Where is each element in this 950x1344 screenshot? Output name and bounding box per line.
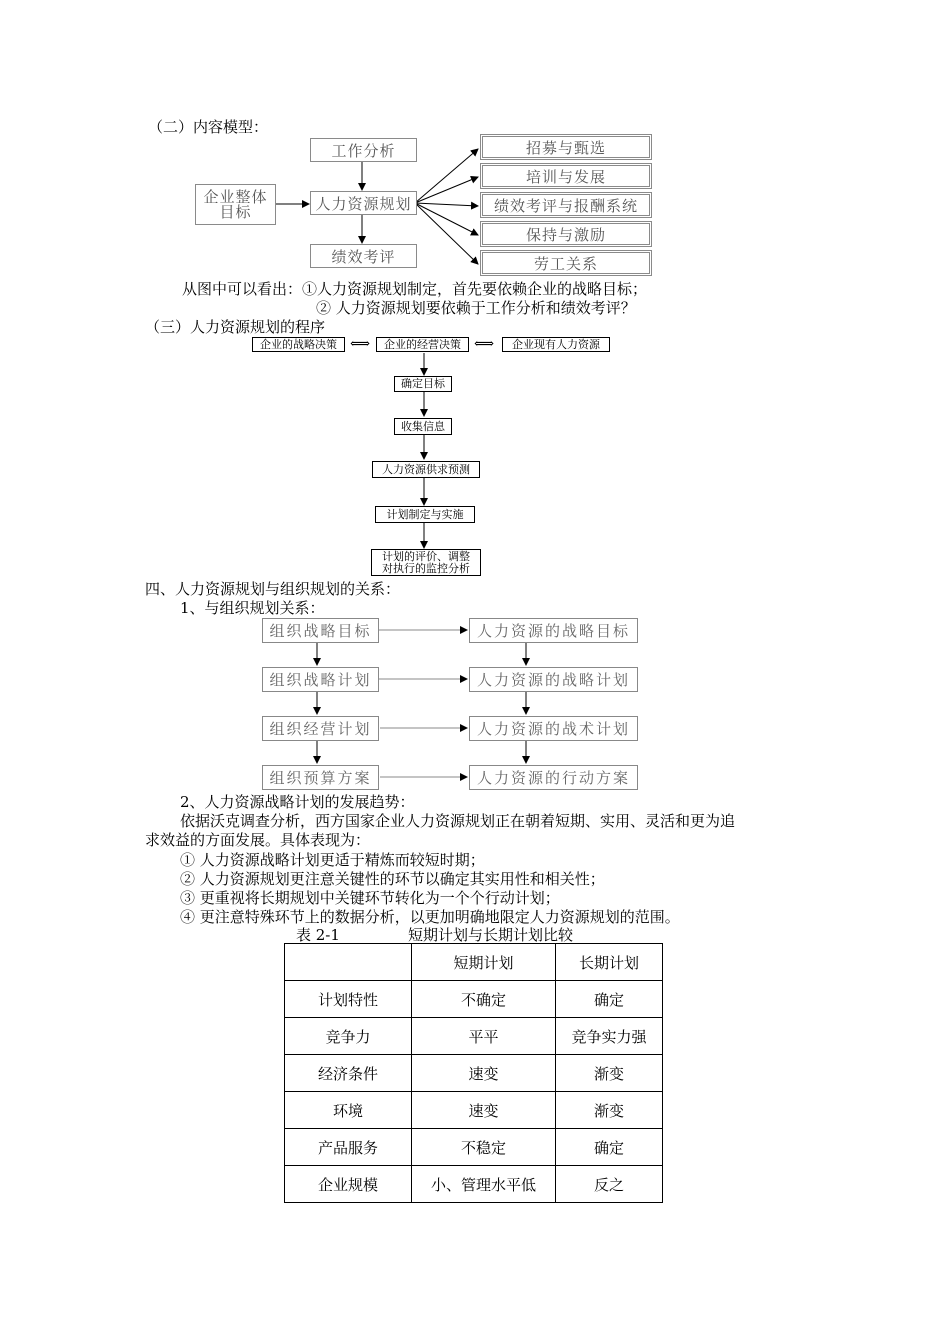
section-2-title: （二）内容模型： (148, 118, 269, 136)
double-arrow-icon: ⟺ (350, 336, 371, 352)
table-row (285, 1166, 663, 1203)
table-cell: 竞争力 (285, 1018, 412, 1055)
output-perf-pay-box: 绩效考评与报酬系统 (480, 192, 652, 218)
subsection-2-title: 2、人力资源战略计划的发展趋势： (180, 793, 415, 811)
table-cell: 不确定 (412, 981, 556, 1018)
trend-item-2: ② 人力资源规划更注意关键性的环节以确定其实用性和相关性； (180, 870, 605, 888)
table-label: 表 2-1 (296, 926, 340, 944)
double-arrow-icon: ⟺ (474, 336, 495, 352)
org-strategy-goal-box: 组织战略目标 (262, 618, 379, 643)
table-cell: 小、管理水平低 (412, 1166, 556, 1203)
section-3-title: （三）人力资源规划的程序 (145, 318, 326, 336)
table-cell: 企业规模 (285, 1166, 412, 1203)
proc-plan-implement: 计划制定与实施 (375, 506, 475, 523)
proc-business-decision: 企业的经营决策 (376, 337, 469, 352)
paragraph-line-2: 求效益的方面发展。具体表现为： (145, 831, 371, 849)
org-strategy-plan-box: 组织战略计划 (262, 667, 379, 692)
table-cell: 确定 (556, 1129, 663, 1166)
table-header-cell: 短期计划 (412, 944, 556, 981)
proc-evaluate-adjust (371, 549, 481, 576)
proc-collect-info: 收集信息 (394, 418, 452, 435)
hr-planning-box: 人力资源规划 (310, 191, 417, 215)
table-cell: 竞争实力强 (556, 1018, 663, 1055)
table-cell: 渐变 (556, 1055, 663, 1092)
table-cell: 产品服务 (285, 1129, 412, 1166)
output-recruit-box: 招募与甄选 (480, 134, 652, 160)
section-4-title: 四、人力资源规划与组织规划的关系： (145, 580, 401, 598)
table-cell: 速变 (412, 1055, 556, 1092)
org-budget-box: 组织预算方案 (262, 765, 379, 790)
proc-current-hr: 企业现有人力资源 (502, 337, 610, 352)
org-operation-plan-box: 组织经营计划 (262, 716, 379, 741)
table-row (285, 1129, 663, 1166)
table-cell: 经济条件 (285, 1055, 412, 1092)
hr-tactical-plan-box: 人力资源的战术计划 (469, 716, 638, 741)
output-training-box: 培训与发展 (480, 163, 652, 189)
table-row (285, 1055, 663, 1092)
org-goal-line1: 企业整体 (203, 187, 268, 206)
org-goal-box (195, 184, 276, 225)
table-cell: 环境 (285, 1092, 412, 1129)
table-row (285, 1092, 663, 1129)
table-header-row (285, 944, 663, 981)
paragraph-line-1: 依据沃克调查分析，西方国家企业人力资源规划正在朝着短期、实用、灵活和更为追 (180, 812, 736, 830)
table-cell: 不稳定 (412, 1129, 556, 1166)
proc-set-goals: 确定目标 (394, 376, 452, 392)
trend-item-3: ③ 更重视将长期规划中关键环节转化为一个个行动计划； (180, 889, 560, 907)
table-cell: 渐变 (556, 1092, 663, 1129)
trend-item-4: ④ 更注意特殊环节上的数据分析，以更加明确地限定人力资源规划的范围。 (180, 908, 680, 926)
conclusion-line-1: 从图中可以看出：①人力资源规划制定，首先要依赖企业的战略目标； (182, 280, 648, 298)
subsection-1-title: 1、与组织规划关系： (180, 599, 325, 617)
table-cell: 确定 (556, 981, 663, 1018)
hr-strategy-plan-box: 人力资源的战略计划 (469, 667, 638, 692)
output-labor-box: 劳工关系 (480, 250, 652, 276)
hr-strategy-goal-box: 人力资源的战略目标 (469, 618, 638, 643)
trend-item-1: ① 人力资源战略计划更适于精炼而较短时期； (180, 851, 485, 869)
table-header-cell (285, 944, 412, 981)
table-title: 短期计划与长期计划比较 (408, 926, 574, 944)
table-cell: 速变 (412, 1092, 556, 1129)
table-cell: 计划特性 (285, 981, 412, 1018)
proc-strategy-decision: 企业的战略决策 (252, 337, 345, 352)
job-analysis-box: 工作分析 (310, 138, 417, 162)
table-cell: 平平 (412, 1018, 556, 1055)
proc-evaluate-line1: 计划的评价、调整 (382, 549, 470, 563)
comparison-table (284, 943, 663, 1203)
perf-eval-box: 绩效考评 (310, 244, 417, 268)
table-row (285, 1018, 663, 1055)
output-retention-box: 保持与激励 (480, 221, 652, 247)
conclusion-line-2: ② 人力资源规划要依赖于工作分析和绩效考评？ (316, 299, 636, 317)
table-header-cell: 长期计划 (556, 944, 663, 981)
table-row (285, 981, 663, 1018)
org-goal-line2: 目标 (219, 202, 252, 221)
hr-action-plan-box: 人力资源的行动方案 (469, 765, 638, 790)
table-cell: 反之 (556, 1166, 663, 1203)
proc-evaluate-line2: 对执行的监控分析 (382, 561, 470, 575)
proc-supply-demand-forecast: 人力资源供求预测 (372, 461, 480, 478)
